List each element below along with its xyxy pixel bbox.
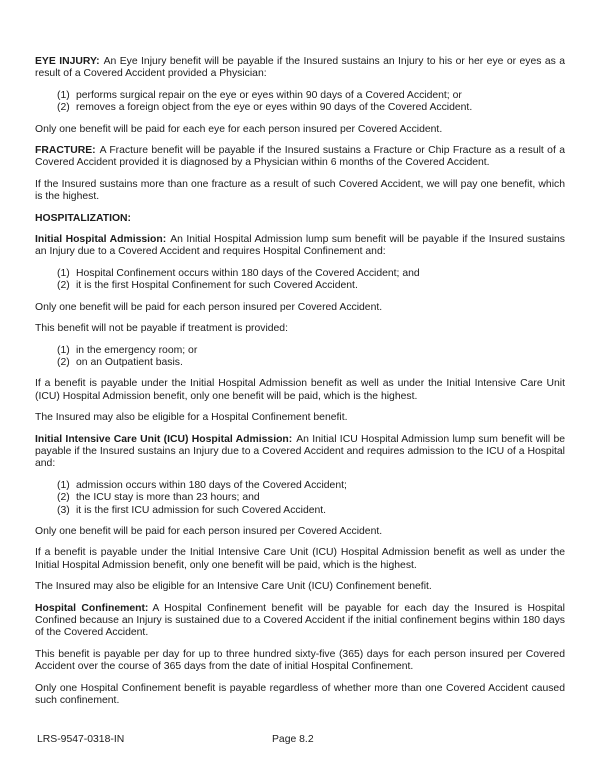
list-item [35,268,565,280]
list-item [35,345,565,357]
paragraph-lead-icu-admission: Initial Intensive Care Unit (ICU) Hospital Admission: [35,433,293,445]
paragraph-dual-benefit-icu: If a benefit is payable under the Initial Intensive Care Unit (ICU) Hospital Admission benefit as well as under the Initial Hospital Admission benefit, only one benefit will be paid, which is the highest. [35,547,565,571]
paragraph-initial-hospital-admission [35,234,565,259]
paragraph-text: An Initial ICU Hospital Admission lump sum benefit will be payable if the Insured sustains an Injury due to a Covered Accident and requires admission to the ICU of a Hospital and: [35,433,565,470]
list-item [35,492,565,504]
list-item-text: performs surgical repair on the eye or eyes within 90 days of a Covered Accident; or [76,89,462,101]
list-item [35,357,565,369]
list-item-marker: (1) [57,344,70,356]
paragraph-text: An Eye Injury benefit will be payable if the Insured sustains an Injury to his or her eye or eyes as a result of a Covered Accident provided a Physician: [35,56,565,80]
list-item-text: the ICU stay is more than 23 hours; and [76,492,260,504]
paragraph-eye-injury-limit: Only one benefit will be paid for each eye for each person insured per Covered Accident. [35,123,443,135]
list-icu-admission-conditions [35,480,565,517]
list-item-marker: (2) [57,102,70,114]
list-item-marker: (2) [57,280,70,292]
paragraph-dual-benefit-hospital: If a benefit is payable under the Initial Hospital Admission benefit as well as under the Initial Intensive Care Unit (ICU) Hospital Admission benefit, only one benefit will be paid, which is the highest. [35,378,565,402]
list-item [35,480,565,492]
list-item-text: in the emergency room; or [76,344,198,356]
paragraph-eye-injury [35,56,565,81]
list-item-text: Hospital Confinement occurs within 180 days of the Covered Accident; and [76,267,420,279]
paragraph-icu-limit: Only one benefit will be paid for each person insured per Covered Accident. [35,525,383,537]
paragraph-confinement-limit: Only one Hospital Confinement benefit is payable regardless of whether more than one Covered Accident caused such confinement. [35,682,565,707]
list-item [35,90,565,102]
list-item [35,102,565,114]
list-item [35,280,565,292]
section-heading-hospitalization: HOSPITALIZATION: [35,212,132,224]
list-item-text: on an Outpatient basis. [76,356,183,368]
list-item-marker: (2) [57,356,70,368]
paragraph-lead-hospital-confinement: Hospital Confinement: [35,602,149,614]
list-item-text: it is the first ICU admission for such Covered Accident. [76,504,327,516]
list-item-marker: (2) [57,492,70,504]
list-item-marker: (1) [57,89,70,101]
paragraph-lead-initial-hospital-admission: Initial Hospital Admission: [35,234,167,246]
list-not-payable-conditions [35,345,565,370]
paragraph-not-payable-intro: This benefit will not be payable if treatment is provided: [35,323,288,335]
page-number: Page 8.2 [272,734,314,745]
list-item-marker: (3) [57,504,70,516]
list-hospital-admission-conditions [35,268,565,293]
paragraph-lead-eye-injury: EYE INJURY: [35,56,100,67]
paragraph-icu-admission [35,434,565,471]
paragraph-confinement-eligibility: The Insured may also be eligible for a Hospital Confinement benefit. [35,412,348,424]
paragraph-admission-limit: Only one benefit will be paid for each person insured per Covered Accident. [35,301,383,313]
paragraph-confinement-duration: This benefit is payable per day for up to three hundred sixty-five (365) days for each person insured per Covered Accident over the course of 365 days from the date of initial Hospital Confinement. [35,648,565,673]
paragraph-fracture-limit: If the Insured sustains more than one fracture as a result of such Covered Accident, we will pay one benefit, which is the highest. [35,178,565,203]
list-item-marker: (1) [57,267,70,279]
paragraph-text: A Hospital Confinement benefit will be payable for each day the Insured is Hospital Confined because an Injury is sustained due to a Covered Accident if the initial confinement begins within 180 days of the Covered Accident. [35,602,565,639]
paragraph-lead-fracture: FRACTURE: [35,145,96,157]
paragraph-fracture [35,145,565,170]
paragraph-icu-confinement-eligibility: The Insured may also be eligible for an Intensive Care Unit (ICU) Confinement benefit. [35,581,432,593]
list-item-marker: (1) [57,479,70,491]
paragraph-text: An Initial Hospital Admission lump sum benefit will be payable if the Insured sustains an Injury due to a Covered Accident and requires Hospital Confinement and: [35,234,565,258]
paragraph-text: A Fracture benefit will be payable if the Insured sustains a Fracture or Chip Fracture as a result of a Covered Accident provided it is diagnosed by a Physician within 6 months of the Covered Accident. [35,145,565,169]
list-item-text: removes a foreign object from the eye or eyes within 90 days of the Covered Accident. [76,102,473,114]
list-eye-injury-conditions [35,90,565,115]
list-item-text: it is the first Hospital Confinement for such Covered Accident. [76,280,358,292]
list-item-text: admission occurs within 180 days of the Covered Accident; [76,479,347,491]
form-number: LRS-9547-0318-IN [37,734,125,745]
paragraph-hospital-confinement [35,603,565,640]
list-item [35,505,565,517]
